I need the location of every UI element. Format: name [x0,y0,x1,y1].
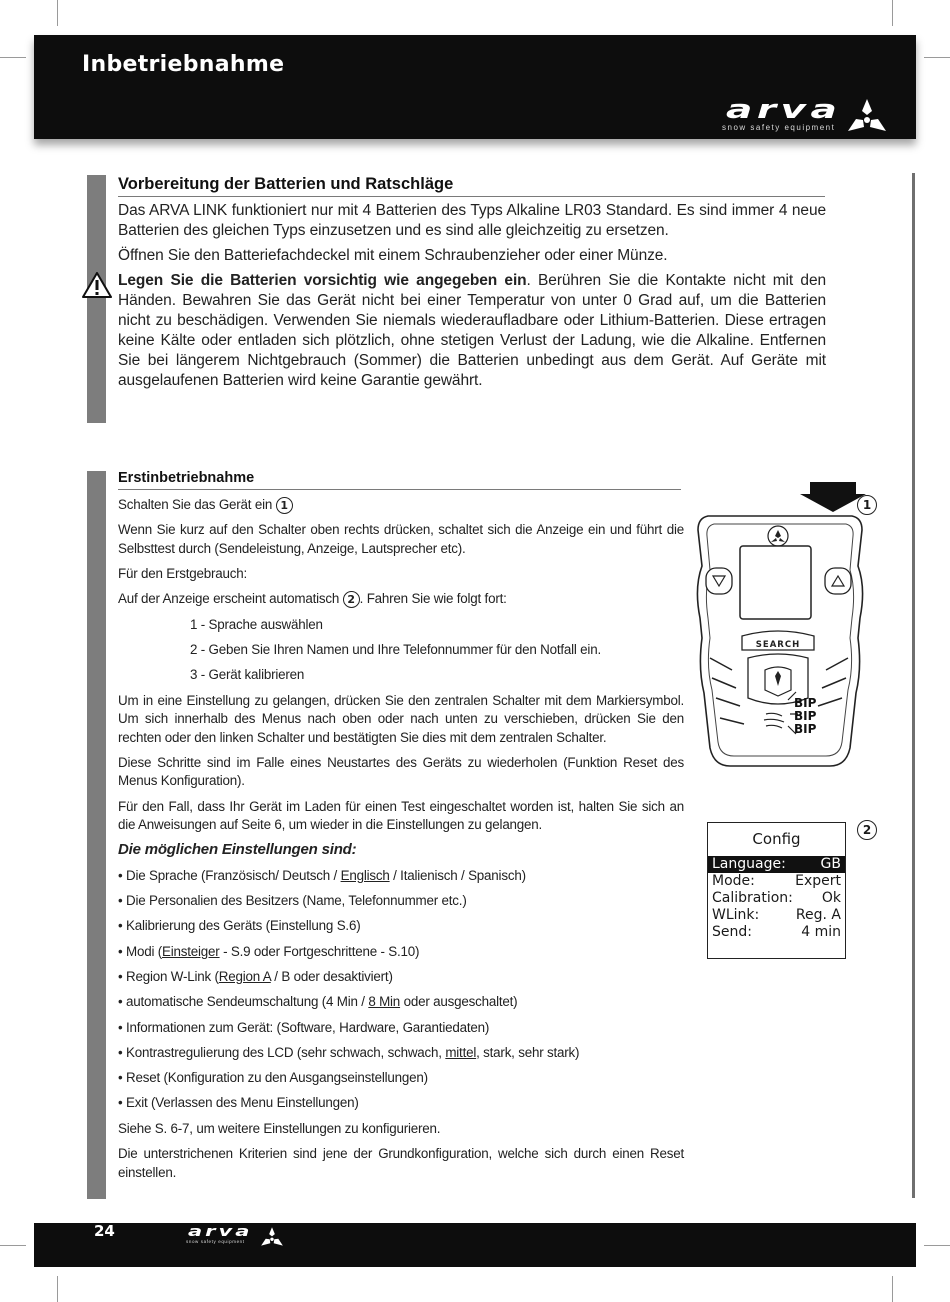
paragraph: Um in eine Einstellung zu gelangen, drücken Sie den zentralen Schalter mit dem Markiersymbol. Um sich innerhalb des Menus nach oben oder nach unten zu verschieben, drücken Sie den rechten oder den linken Schalter und bestätigten Sie dies mit dem zentralen Schalter. [118,692,684,745]
margin-rule [912,173,915,1198]
config-value: GB [820,856,841,872]
config-row-send [708,924,845,941]
warning-icon [82,272,112,298]
paragraph: Für den Fall, dass Ihr Gerät im Laden für einen Test eingeschaltet worden ist, halten Sie sich an die Anweisungen auf Seite 6, um wieder in die Einstellungen zu gelangen. [118,798,684,833]
arva-emblem-icon [846,97,888,135]
list-item [118,968,684,987]
text: . Fahren Sie wie folgt fort: [359,591,507,607]
config-key: Language: [712,856,786,872]
page-title: Inbetriebnahme [82,52,285,77]
search-button-label: SEARCH [755,640,801,650]
paragraph [118,496,684,515]
config-title: Config [752,830,801,848]
list-item: • Informationen zum Gerät: (Software, Hardware, Garantiedaten) [118,1019,490,1035]
step-item: 3 - Gerät kalibrieren [190,667,305,683]
config-value: 4 min [801,924,841,940]
paragraph: Öffnen Sie den Batteriefachdeckel mit einem Schraubenzieher oder einer Münze. [118,247,668,264]
text: • Kontrastregulierung des LCD (sehr schwach, schwach, [118,1044,446,1060]
page-number: 24 [94,1222,115,1240]
config-key: WLink: [712,907,760,923]
callout-1-icon: 1 [857,495,877,515]
settings-subheading: Die möglichen Einstellungen sind: [118,841,357,859]
beep-label: BIP [794,722,817,736]
text: , stark, sehr stark) [476,1044,580,1060]
config-value: Expert [795,873,841,889]
text: / Italienisch / Spanisch) [389,867,526,883]
config-row-mode [708,873,845,890]
default-value: Einsteiger [162,943,220,959]
brand-wordmark: arva [188,1224,253,1240]
list-item [118,867,684,886]
list-item [118,1044,684,1063]
config-value: Reg. A [795,907,841,923]
text: • Die Sprache (Französisch/ Deutsch / [118,867,341,883]
text: Schalten Sie das Gerät ein [118,497,273,512]
warning-emphasis: Legen Sie die Batterien vorsichtig wie angegeben ein [118,272,527,289]
paragraph: Siehe S. 6-7, um weitere Einstellungen zu konfigurieren. [118,1120,441,1136]
paragraph [118,590,684,609]
callout-1-icon: 1 [276,497,293,514]
config-key: Send: [712,924,752,940]
brand-wordmark: arva [726,95,842,125]
press-arrow-icon [800,482,866,512]
crop-mark [892,0,893,26]
arva-emblem-icon [260,1226,284,1248]
list-item: • Exit (Verlassen des Menu Einstellungen) [118,1095,359,1111]
default-value: mittel [445,1044,477,1060]
list-item: • Kalibrierung des Geräts (Einstellung S.6) [118,918,361,934]
config-row-calibration [708,890,845,907]
default-value: Region A [218,968,271,984]
step-item: 1 - Sprache auswählen [190,616,323,632]
config-row-wlink [708,907,845,924]
default-value: 8 Min [368,994,401,1010]
warning-text: . Berühren Sie die Kontakte nicht mit den Händen. Bewahren Sie das Gerät nicht bei einer Temperatur von unter 0 Grad auf, um die Batterien nicht zu beschädigen. Verwenden Sie niemals wiederaufladbare oder Lithium-Batterien. Diese ertragen keine Kälte oder entladen sich plötzlich, ohne stetigen Verlust der Ladung, wie die Alkaline. Entfernen Sie bei längerem Nichtgebrauch (Sommer) die Batterien unbedingt aus dem Gerät. Auf Geräte mit ausgelaufenen Batterien wird keine Garantie gewährt. [118,272,826,389]
footer-bar [34,1223,916,1267]
first-use-instructions [118,496,684,1189]
default-value: Englisch [340,867,390,883]
section-heading: Vorbereitung der Batterien und Ratschläge [118,175,825,197]
section-marker [87,471,106,1199]
crop-mark [892,1276,893,1302]
crop-mark [0,1245,26,1246]
text: • Modi ( [118,943,163,959]
text: / B oder desaktiviert) [270,968,393,984]
section-heading: Erstinbetriebnahme [118,470,681,490]
paragraph: Das ARVA LINK funktioniert nur mit 4 Batterien des Typs Alkaline LR03 Standard. Es sind immer 4 neue Batterien des gleichen Typs einzusetzen und es sind alle gleichzeitig zu ersetzen. [118,202,826,239]
text: oder ausgeschaltet) [400,994,518,1010]
paragraph: Diese Schritte sind im Falle eines Neustartes des Geräts zu wiederholen (Funktion Reset des Menus Konfiguration). [118,754,684,789]
callout-2-icon: 2 [343,591,360,608]
config-key: Mode: [712,873,755,889]
brand-tagline: snow safety equipment [722,123,836,132]
brand-tagline: snow safety equipment [186,1239,245,1244]
paragraph: Die unterstrichenen Kriterien sind jene der Grundkonfiguration, welche sich durch einen Reset einstellen. [118,1146,684,1180]
config-screen [707,822,846,959]
text: • automatische Sendeumschaltung (4 Min / [118,994,369,1010]
config-row-language [708,856,845,873]
text: Auf der Anzeige erscheint automatisch [118,591,340,607]
crop-mark [0,57,26,58]
config-value: Ok [821,890,841,906]
device-illustration [690,478,870,768]
footer-brand-logo [186,1226,286,1248]
crop-mark [57,0,58,26]
warning-paragraph [118,271,826,391]
crop-mark [924,1245,950,1246]
list-item: • Die Personalien des Besitzers (Name, Telefonnummer etc.) [118,893,467,909]
paragraph: Für den Erstgebrauch: [118,566,248,582]
callout-2-icon: 2 [857,820,877,840]
config-key: Calibration: [712,890,793,906]
list-item: • Reset (Konfiguration zu den Ausgangseinstellungen) [118,1070,428,1086]
text: • Region W-Link ( [118,968,219,984]
list-item [118,993,684,1012]
paragraph: Wenn Sie kurz auf den Schalter oben rechts drücken, schaltet sich die Anzeige ein und führt die Selbsttest durch (Sendeleistung, Anzeige, Lautsprecher etc). [118,522,684,556]
step-item: 2 - Geben Sie Ihren Namen und Ihre Telefonnummer für den Notfall ein. [190,641,601,657]
crop-mark [924,57,950,58]
beep-label: BIP [794,709,817,723]
section-marker [87,175,106,423]
list-item [118,943,684,962]
brand-logo [722,95,892,137]
beep-label: BIP [794,696,817,710]
crop-mark [57,1276,58,1302]
text: - S.9 oder Fortgeschrittene - S.10) [219,943,420,959]
battery-instructions [118,201,826,396]
